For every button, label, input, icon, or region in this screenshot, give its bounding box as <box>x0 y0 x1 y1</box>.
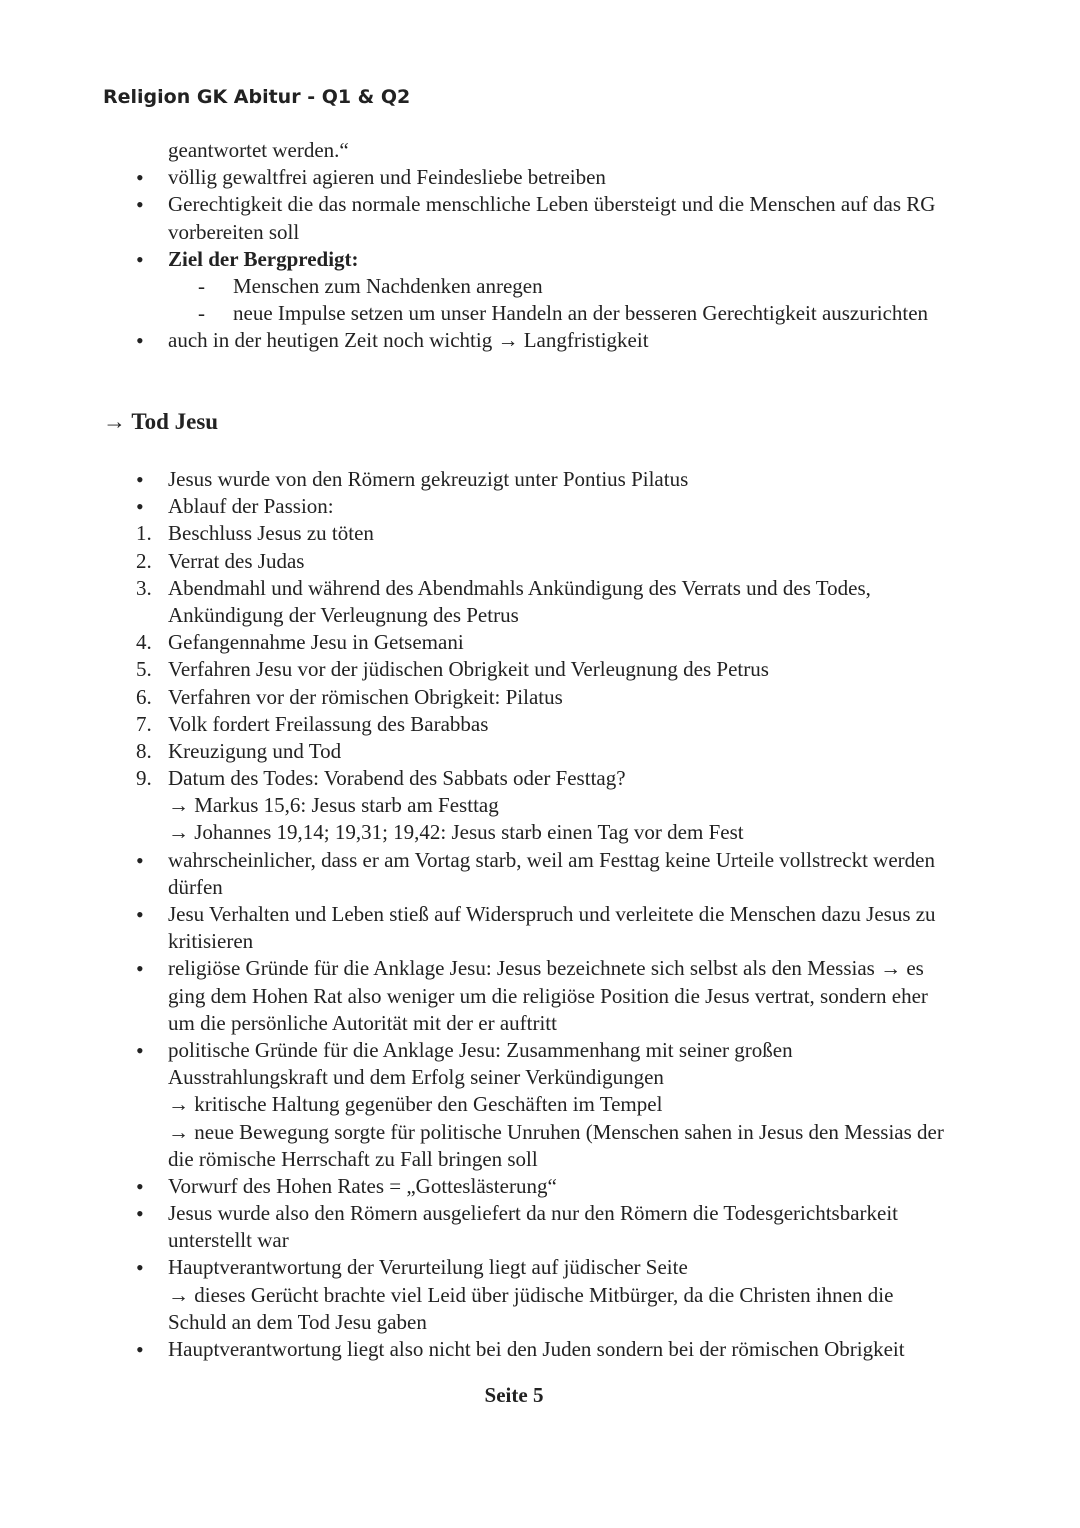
line-text: Ankündigung der Verleugnung des Petrus <box>168 602 519 627</box>
line-text: → Johannes 19,14; 19,31; 19,42: Jesus starb einen Tag vor dem Fest <box>168 820 744 845</box>
text-line <box>0 983 1080 1010</box>
list-number: 9. <box>136 766 152 791</box>
line-text: → Markus 15,6: Jesus starb am Festtag <box>168 793 499 818</box>
bullet-icon: • <box>136 1201 144 1227</box>
line-text: auch in der heutigen Zeit noch wichtig → Langfristigkeit <box>168 328 649 353</box>
line-text: Jesus wurde von den Römern gekreuzigt unter Pontius Pilatus <box>168 467 689 491</box>
line-text: Vorwurf des Hohen Rates = „Gotteslästerung“ <box>168 1173 557 1198</box>
list-number: 6. <box>136 684 152 709</box>
text-line <box>0 1254 1080 1281</box>
line-text: dürfen <box>168 874 223 899</box>
text-line <box>0 1200 1080 1227</box>
bullet-icon: • <box>136 165 144 191</box>
text-line <box>0 1119 1080 1146</box>
dash-icon: - <box>198 301 205 326</box>
line-text: → dieses Gerücht brachte viel Leid über jüdische Mitbürger, da die Christen ihnen die <box>168 1282 894 1307</box>
bullet-icon: • <box>136 246 144 272</box>
text-line <box>0 1010 1080 1037</box>
text-line <box>0 792 1080 819</box>
line-text: Volk fordert Freilassung des Barabbas <box>168 711 489 736</box>
top-section <box>0 137 1080 355</box>
page-footer <box>0 1383 1080 1408</box>
bullet-icon: • <box>136 1037 144 1063</box>
list-number: 7. <box>136 711 152 736</box>
line-text: Datum des Todes: Vorabend des Sabbats oder Festtag? <box>168 766 626 791</box>
text-line <box>0 765 1080 792</box>
line-text: Hauptverantwortung der Verurteilung liegt auf jüdischer Seite <box>168 1255 688 1280</box>
text-line <box>0 1309 1080 1336</box>
text-line <box>0 1146 1080 1173</box>
bullet-icon: • <box>136 956 144 982</box>
line-text: Abendmahl und während des Abendmahls Ankündigung des Verrats und des Todes, <box>168 575 871 600</box>
line-text: wahrscheinlicher, dass er am Vortag starb, weil am Festtag keine Urteile vollstreckt werden <box>168 847 935 872</box>
text-line <box>0 738 1080 765</box>
line-text: Verfahren vor der römischen Obrigkeit: Pilatus <box>168 684 563 709</box>
text-line <box>0 219 1080 246</box>
text-line <box>0 629 1080 656</box>
line-text: Hauptverantwortung liegt also nicht bei den Juden sondern bei der römischen Obrigkeit <box>168 1337 905 1361</box>
text-line <box>0 300 1080 327</box>
bullet-icon: • <box>136 328 144 354</box>
line-text: Menschen zum Nachdenken anregen <box>233 273 543 298</box>
text-line <box>0 493 1080 520</box>
line-text: Verrat des Judas <box>168 548 305 573</box>
text-line <box>0 273 1080 300</box>
line-text: → kritische Haltung gegenüber den Geschäften im Tempel <box>168 1092 663 1117</box>
bullet-icon: • <box>136 1255 144 1281</box>
bullet-icon: • <box>136 494 144 520</box>
text-line <box>0 955 1080 982</box>
line-text: Gefangennahme Jesu in Getsemani <box>168 630 464 655</box>
list-number: 5. <box>136 657 152 682</box>
arrow-icon: → <box>103 409 126 434</box>
text-line <box>0 575 1080 602</box>
line-text: Jesu Verhalten und Leben stieß auf Widerspruch und verleitete die Menschen dazu Jesus zu <box>168 902 936 926</box>
line-text: die römische Herrschaft zu Fall bringen soll <box>168 1146 538 1171</box>
bullet-icon: • <box>136 847 144 873</box>
line-text: Kreuzigung und Tod <box>168 738 342 763</box>
dash-icon: - <box>198 273 205 298</box>
tod-jesu-list <box>0 466 1080 1363</box>
section-heading <box>103 409 218 435</box>
text-line <box>0 548 1080 575</box>
text-line <box>0 520 1080 547</box>
list-number: 2. <box>136 548 152 573</box>
text-line <box>0 656 1080 683</box>
text-line <box>0 1091 1080 1118</box>
text-line <box>0 1227 1080 1254</box>
line-text: neue Impulse setzen um unser Handeln an der besseren Gerechtigkeit auszurichten <box>233 301 929 326</box>
text-line <box>0 819 1080 846</box>
text-line <box>0 246 1080 273</box>
text-line <box>0 1173 1080 1200</box>
bullet-icon: • <box>136 1337 144 1362</box>
bullet-icon: • <box>136 902 144 927</box>
line-text: kritisieren <box>168 929 254 954</box>
text-line <box>0 874 1080 901</box>
text-line <box>0 327 1080 354</box>
line-text: Ausstrahlungskraft und dem Erfolg seiner Verkündigungen <box>168 1065 664 1090</box>
page-number: Seite 5 <box>484 1383 544 1407</box>
text-line <box>0 137 1080 164</box>
text-line <box>0 711 1080 738</box>
line-text: Ziel der Bergpredigt: <box>168 246 359 271</box>
line-text: geantwortet werden.“ <box>168 138 349 162</box>
bullet-icon: • <box>136 467 144 492</box>
page-header: Religion GK Abitur - Q1 & Q2 <box>103 86 411 108</box>
text-line <box>0 1282 1080 1309</box>
text-line <box>0 191 1080 218</box>
line-text: Jesus wurde also den Römern ausgeliefert da nur den Römern die Todesgerichtsbarkeit <box>168 1201 899 1226</box>
text-line <box>0 1064 1080 1091</box>
text-line <box>0 684 1080 711</box>
line-text: unterstellt war <box>168 1228 289 1253</box>
text-line <box>0 164 1080 191</box>
list-number: 3. <box>136 575 152 600</box>
bullet-icon: • <box>136 192 144 218</box>
line-text: Beschluss Jesus zu töten <box>168 521 374 546</box>
list-number: 4. <box>136 630 152 655</box>
line-text: um die persönliche Autorität mit der er auftritt <box>168 1010 557 1035</box>
line-text: völlig gewaltfrei agieren und Feindesliebe betreiben <box>168 165 606 190</box>
list-number: 8. <box>136 738 152 763</box>
text-line <box>0 928 1080 955</box>
text-line <box>0 1336 1080 1363</box>
section-title: Tod Jesu <box>131 409 219 434</box>
line-text: politische Gründe für die Anklage Jesu: Zusammenhang mit seiner großen <box>168 1037 793 1062</box>
text-line <box>0 602 1080 629</box>
line-text: ging dem Hohen Rat also weniger um die religiöse Position die Jesus vertrat, sondern eher <box>168 983 928 1008</box>
line-text: Schuld an dem Tod Jesu gaben <box>168 1309 427 1334</box>
text-line <box>0 1037 1080 1064</box>
line-text: vorbereiten soll <box>168 219 300 244</box>
text-line <box>0 466 1080 493</box>
line-text: Ablauf der Passion: <box>168 494 334 519</box>
line-text: Gerechtigkeit die das normale menschliche Leben übersteigt und die Menschen auf das RG <box>168 192 936 217</box>
bullet-icon: • <box>136 1173 144 1199</box>
line-text: → neue Bewegung sorgte für politische Unruhen (Menschen sahen in Jesus den Messias der <box>168 1119 944 1144</box>
text-line <box>0 847 1080 874</box>
text-line <box>0 901 1080 928</box>
line-text: Verfahren Jesu vor der jüdischen Obrigkeit und Verleugnung des Petrus <box>168 657 769 682</box>
list-number: 1. <box>136 521 152 546</box>
line-text: religiöse Gründe für die Anklage Jesu: Jesus bezeichnete sich selbst als den Messias → es <box>168 956 924 981</box>
